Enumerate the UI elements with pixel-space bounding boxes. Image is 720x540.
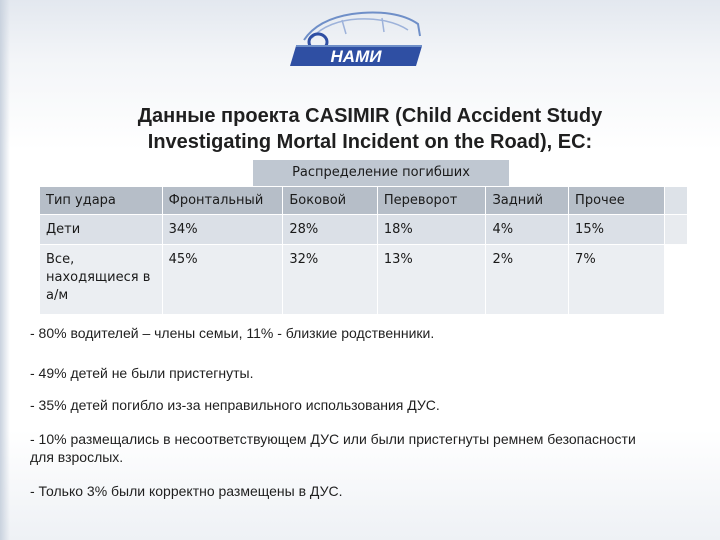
table-caption: Распределение погибших bbox=[253, 160, 509, 186]
slide-title-line2: Investigating Mortal Incident on the Road), EC: bbox=[147, 131, 593, 153]
table-spacer bbox=[665, 215, 688, 245]
finding-item: - 49% детей не были пристегнуты. bbox=[30, 365, 254, 381]
table-cell: 34% bbox=[162, 215, 283, 245]
nami-logo bbox=[282, 4, 432, 76]
table-cell: Все, находящиеся в а/м bbox=[40, 245, 162, 315]
table-cell: Дети bbox=[40, 215, 162, 245]
table-cell: 7% bbox=[569, 245, 665, 315]
finding-item: - 35% детей погибло из-за неправильного использования ДУС. bbox=[30, 397, 440, 413]
header-cell: Фронтальный bbox=[162, 187, 283, 215]
slide-title bbox=[60, 103, 680, 155]
logo-text: НАМИ bbox=[330, 47, 382, 66]
table-cell: 13% bbox=[377, 245, 486, 315]
table-row bbox=[40, 245, 688, 315]
table-cell: 18% bbox=[377, 215, 486, 245]
finding-item: - 80% водителей – члены семьи, 11% - близкие родственники. bbox=[30, 325, 435, 341]
table-cell: 15% bbox=[569, 215, 665, 245]
finding-item: - 10% размещались в несоответствующем ДУС или были пристегнуты ремнем безопасности для взрослых. bbox=[30, 431, 636, 465]
table-header-row bbox=[40, 187, 688, 215]
header-cell: Задний bbox=[486, 187, 569, 215]
header-cell: Тип удара bbox=[40, 187, 162, 215]
table-cell: 28% bbox=[283, 215, 378, 245]
header-cell: Прочее bbox=[569, 187, 665, 215]
table-cell: 45% bbox=[162, 245, 283, 315]
table-cell: 2% bbox=[486, 245, 569, 315]
table-spacer bbox=[665, 245, 688, 315]
finding-item: - Только 3% были корректно размещены в ДУС. bbox=[30, 483, 343, 499]
table-row bbox=[40, 215, 688, 245]
header-cell: Боковой bbox=[283, 187, 378, 215]
table-cell: 4% bbox=[486, 215, 569, 245]
table-spacer bbox=[665, 187, 688, 215]
fatalities-table bbox=[40, 187, 688, 315]
slide-left-strip bbox=[0, 0, 10, 540]
slide-title-line1: Данные проекта CASIMIR (Child Accident Study bbox=[137, 105, 603, 127]
table-cell: 32% bbox=[283, 245, 378, 315]
header-cell: Переворот bbox=[377, 187, 486, 215]
